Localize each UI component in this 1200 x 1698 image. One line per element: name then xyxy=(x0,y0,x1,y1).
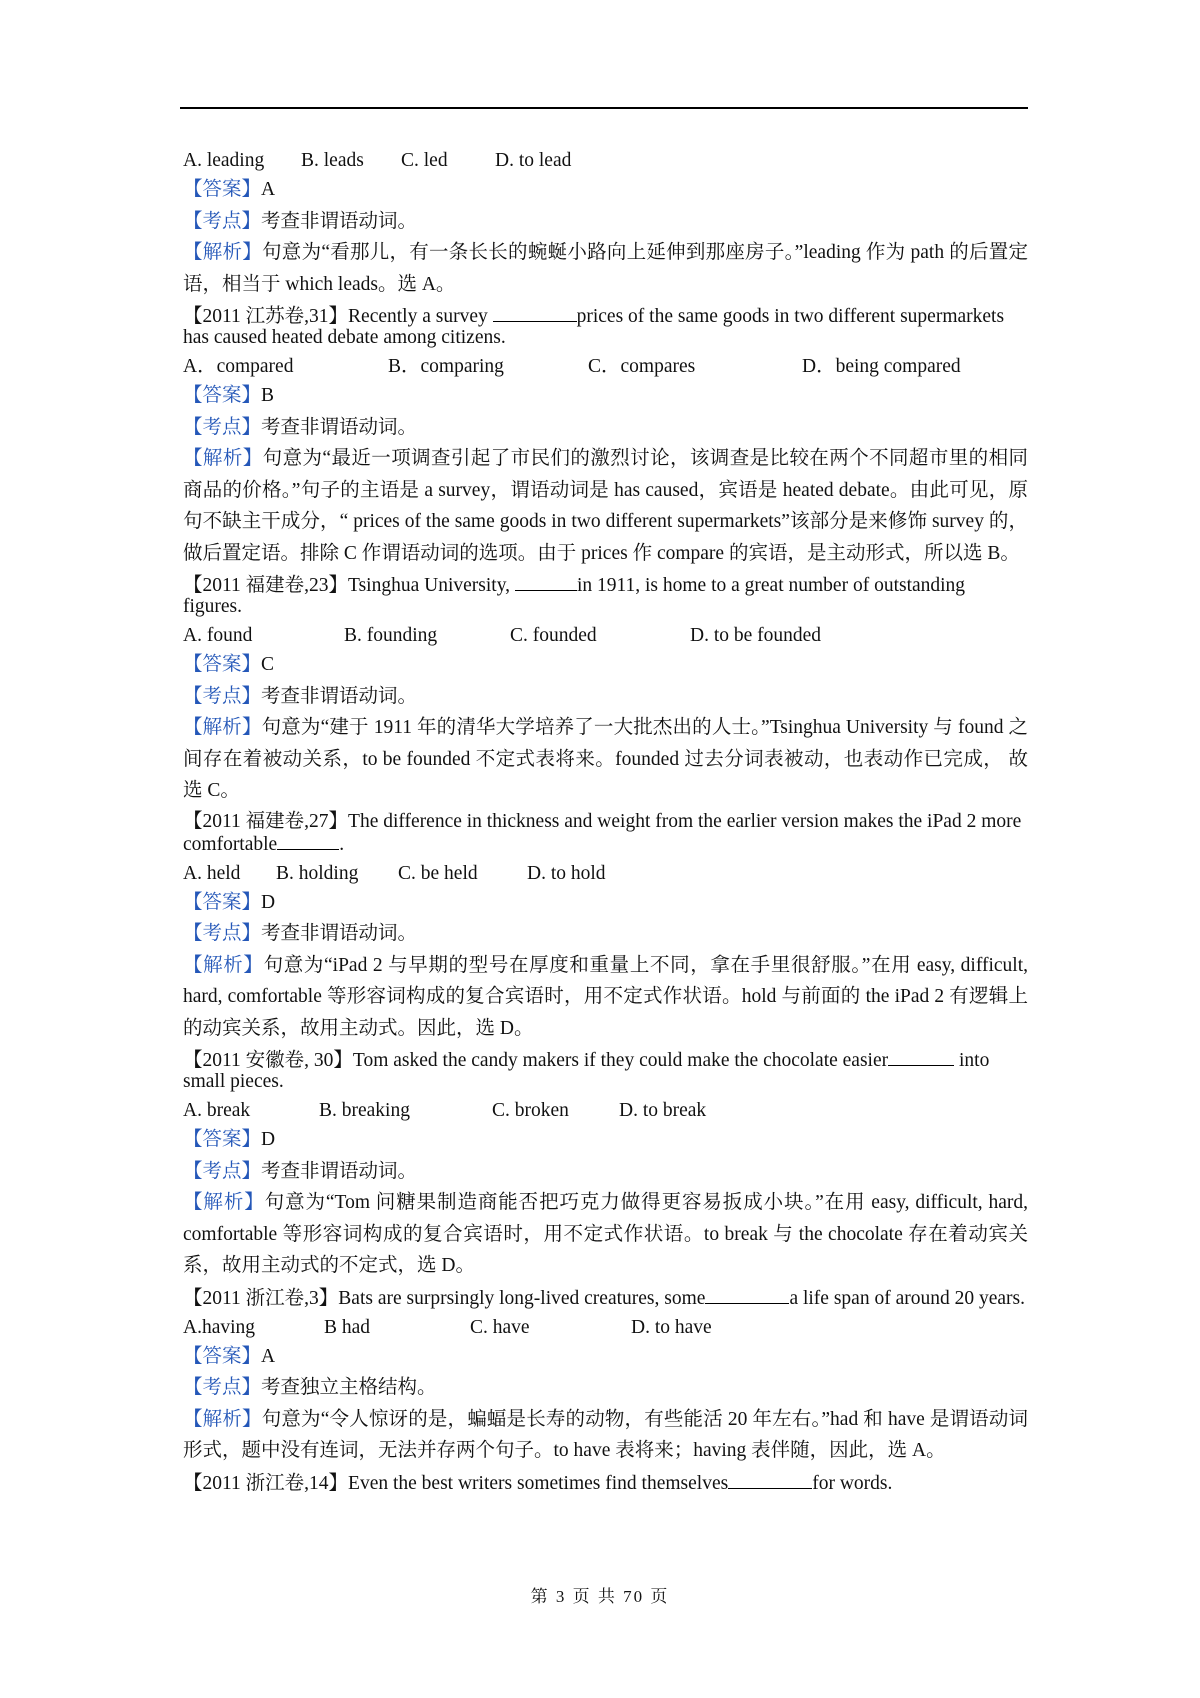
point-text: 考查非谓语动词。 xyxy=(261,923,418,944)
option-b: B．comparing xyxy=(388,356,504,377)
question-source: 【2011 福建卷,27】 xyxy=(183,810,349,832)
analysis-tag: 【解析】 xyxy=(183,954,264,976)
point-tag: 【考点】 xyxy=(183,210,262,232)
option-c: C. have xyxy=(470,1316,530,1338)
answer-blank xyxy=(493,304,577,322)
question-source: 【2011 浙江卷,14】 xyxy=(183,1472,349,1494)
stem-text-after: . xyxy=(339,833,345,855)
options-row xyxy=(183,148,1028,174)
analysis-paragraph xyxy=(183,950,1028,1045)
answer-line xyxy=(183,380,1028,412)
question-source: 【2011 江苏卷,31】 xyxy=(183,306,349,327)
analysis-tag: 【解析】 xyxy=(183,1408,262,1430)
stem-text-after: a life span of around 20 years. xyxy=(789,1287,1025,1309)
option-d: D. to be founded xyxy=(690,625,822,646)
stem-text-before: Recently a survey xyxy=(348,306,493,327)
page-footer: 第 3 页 共 70 页 xyxy=(530,1587,670,1606)
point-line xyxy=(183,412,1028,444)
answer-tag: 【答案】 xyxy=(183,385,262,406)
question-stem xyxy=(183,304,1028,348)
point-tag: 【考点】 xyxy=(183,1377,262,1398)
analysis-paragraph xyxy=(183,237,1028,300)
question-stem xyxy=(183,811,1028,855)
analysis-text: 句意为“最近一项调查引起了市民们的激烈讨论，该调查是比较在两个不同超市里的相同商品的价格。”句子的主语是 a survey，谓语动词是 has caused，宾语是 heated debate。由此可见，原句不缺主干成分，“ prices of the same goods in two different supermarkets”该部分是来修饰 survey 的，做后置定语。排除 C 作谓语动词的选项。由于 prices 作 compare 的宾语，是主动形式，所以选 B。 xyxy=(183,448,1028,564)
point-tag: 【考点】 xyxy=(183,1160,262,1182)
option-c: C. broken xyxy=(492,1100,569,1121)
point-text: 考查非谓语动词。 xyxy=(261,1160,418,1182)
answer-line xyxy=(183,649,1028,681)
answer-line xyxy=(183,174,1028,206)
page-content xyxy=(183,148,1028,1494)
question-source: 【2011 福建卷,23】 xyxy=(183,575,349,596)
analysis-paragraph xyxy=(183,443,1028,569)
stem-text-before: Tom asked the candy makers if they could make the chocolate easier xyxy=(352,1050,889,1071)
header-rule xyxy=(180,107,1028,109)
option-a: A. leading xyxy=(183,150,265,171)
stem-text-before: Tsinghua University, xyxy=(348,575,515,596)
options-row xyxy=(183,354,1028,380)
question-stem xyxy=(183,1048,1028,1092)
option-b: B. leads xyxy=(301,150,364,171)
options-row xyxy=(183,623,1028,649)
option-d: D. to lead xyxy=(495,150,572,171)
analysis-tag: 【解析】 xyxy=(183,448,263,469)
question-stem xyxy=(183,573,1028,617)
stem-text-after: for words. xyxy=(812,1472,893,1494)
point-line xyxy=(183,1156,1028,1188)
analysis-text: 句意为“建于 1911 年的清华大学培养了一大批杰出的人士。”Tsinghua University 与 found 之间存在着被动关系，to be founded 不定式表将来。founded 过去分词表被动，也表动作已完成， 故选 C。 xyxy=(183,717,1028,801)
answer-blank xyxy=(728,1471,812,1489)
option-a: A. break xyxy=(183,1100,251,1121)
analysis-tag: 【解析】 xyxy=(183,717,262,738)
point-line xyxy=(183,1372,1028,1404)
option-a: A. found xyxy=(183,625,253,646)
option-b: B had xyxy=(324,1316,371,1338)
stem-text-after: into small pieces. xyxy=(183,1050,990,1092)
answer-line xyxy=(183,887,1028,919)
option-a: A.having xyxy=(183,1316,256,1338)
answer-line xyxy=(183,1124,1028,1156)
point-text: 考查非谓语动词。 xyxy=(261,685,418,707)
answer-value: A xyxy=(261,179,276,200)
answer-tag: 【答案】 xyxy=(183,654,262,675)
answer-value: C xyxy=(261,654,275,675)
analysis-paragraph xyxy=(183,712,1028,807)
answer-line xyxy=(183,1341,1028,1373)
point-tag: 【考点】 xyxy=(183,416,262,438)
option-a: A. held xyxy=(183,862,241,884)
option-b: B. holding xyxy=(276,862,359,884)
point-text: 考查独立主格结构。 xyxy=(261,1377,437,1398)
answer-tag: 【答案】 xyxy=(183,891,262,913)
point-text: 考查非谓语动词。 xyxy=(261,210,418,232)
options-row xyxy=(183,861,1028,887)
stem-text-before: Bats are surprsingly long-lived creatures, some xyxy=(338,1287,706,1309)
point-line xyxy=(183,206,1028,238)
option-b: B. founding xyxy=(344,625,438,646)
point-line xyxy=(183,681,1028,713)
analysis-tag: 【解析】 xyxy=(183,1192,265,1213)
analysis-text: 句意为“令人惊讶的是，蝙蝠是长寿的动物，有些能活 20 年左右。”had 和 have 是谓语动词形式，题中没有连词，无法并存两个句子。to have 表将来；having 表伴随，因此，选 A。 xyxy=(183,1408,1028,1461)
answer-tag: 【答案】 xyxy=(183,1345,262,1367)
answer-value: D xyxy=(261,891,276,913)
analysis-text: 句意为“看那儿，有一条长长的蜿蜒小路向上延伸到那座房子。”leading 作为 path 的后置定语，相当于 which leads。选 A。 xyxy=(183,242,1028,295)
analysis-text: 句意为“iPad 2 与早期的型号在厚度和重量上不同，拿在手里很舒服。”在用 easy, difficult, hard, comfortable 等形容词构成的复合宾语时，用不定式作状语。hold 与前面的 the iPad 2 有逻辑上的动宾关系，故用主动式。因此，选 D。 xyxy=(183,954,1028,1039)
answer-value: B xyxy=(261,385,275,406)
question-source: 【2011 安徽卷, 30】 xyxy=(183,1050,353,1071)
analysis-paragraph xyxy=(183,1187,1028,1282)
option-d: D．being compared xyxy=(802,356,961,377)
answer-blank xyxy=(888,1048,954,1066)
option-d: D. to break xyxy=(619,1100,707,1121)
stem-text-after: in 1911, is home to a great number of outstanding figures. xyxy=(183,575,966,617)
options-row xyxy=(183,1098,1028,1124)
option-a: A．compared xyxy=(183,356,294,377)
option-d: D. to hold xyxy=(527,862,606,884)
answer-blank xyxy=(705,1286,789,1304)
analysis-tag: 【解析】 xyxy=(183,242,263,263)
stem-text-after: prices of the same goods in two different supermarkets has caused heated debate among citizens. xyxy=(183,306,1005,348)
answer-value: D xyxy=(261,1129,276,1150)
answer-blank xyxy=(515,573,577,591)
point-tag: 【考点】 xyxy=(183,685,262,707)
answer-tag: 【答案】 xyxy=(183,1129,262,1150)
stem-text-before: Even the best writers sometimes find themselves xyxy=(348,1472,729,1494)
option-c: C. founded xyxy=(510,625,597,646)
analysis-text: 句意为“Tom 问糖果制造商能否把巧克力做得更容易扳成小块。”在用 easy, difficult, hard, comfortable 等形容词构成的复合宾语时，用不定式作状语。to break 与 the chocolate 存在着动宾关系，故用主动式的不定式，选 D。 xyxy=(183,1192,1028,1276)
question-stem xyxy=(183,1471,1028,1494)
answer-tag: 【答案】 xyxy=(183,179,262,200)
point-text: 考查非谓语动词。 xyxy=(261,416,418,438)
option-d: D. to have xyxy=(631,1316,712,1338)
analysis-paragraph xyxy=(183,1404,1028,1467)
option-b: B. breaking xyxy=(319,1100,410,1121)
option-c: C. be held xyxy=(398,862,478,884)
point-line xyxy=(183,918,1028,950)
stem-text-before: The difference in thickness and weight from the earlier version makes the iPad 2 more comfortable xyxy=(183,810,1022,855)
option-c: C. led xyxy=(401,150,448,171)
point-tag: 【考点】 xyxy=(183,923,262,944)
option-c: C．compares xyxy=(588,356,696,377)
answer-blank xyxy=(277,832,339,850)
options-row xyxy=(183,1315,1028,1341)
question-stem xyxy=(183,1286,1028,1309)
question-source: 【2011 浙江卷,3】 xyxy=(183,1287,339,1309)
answer-value: A xyxy=(261,1345,276,1367)
